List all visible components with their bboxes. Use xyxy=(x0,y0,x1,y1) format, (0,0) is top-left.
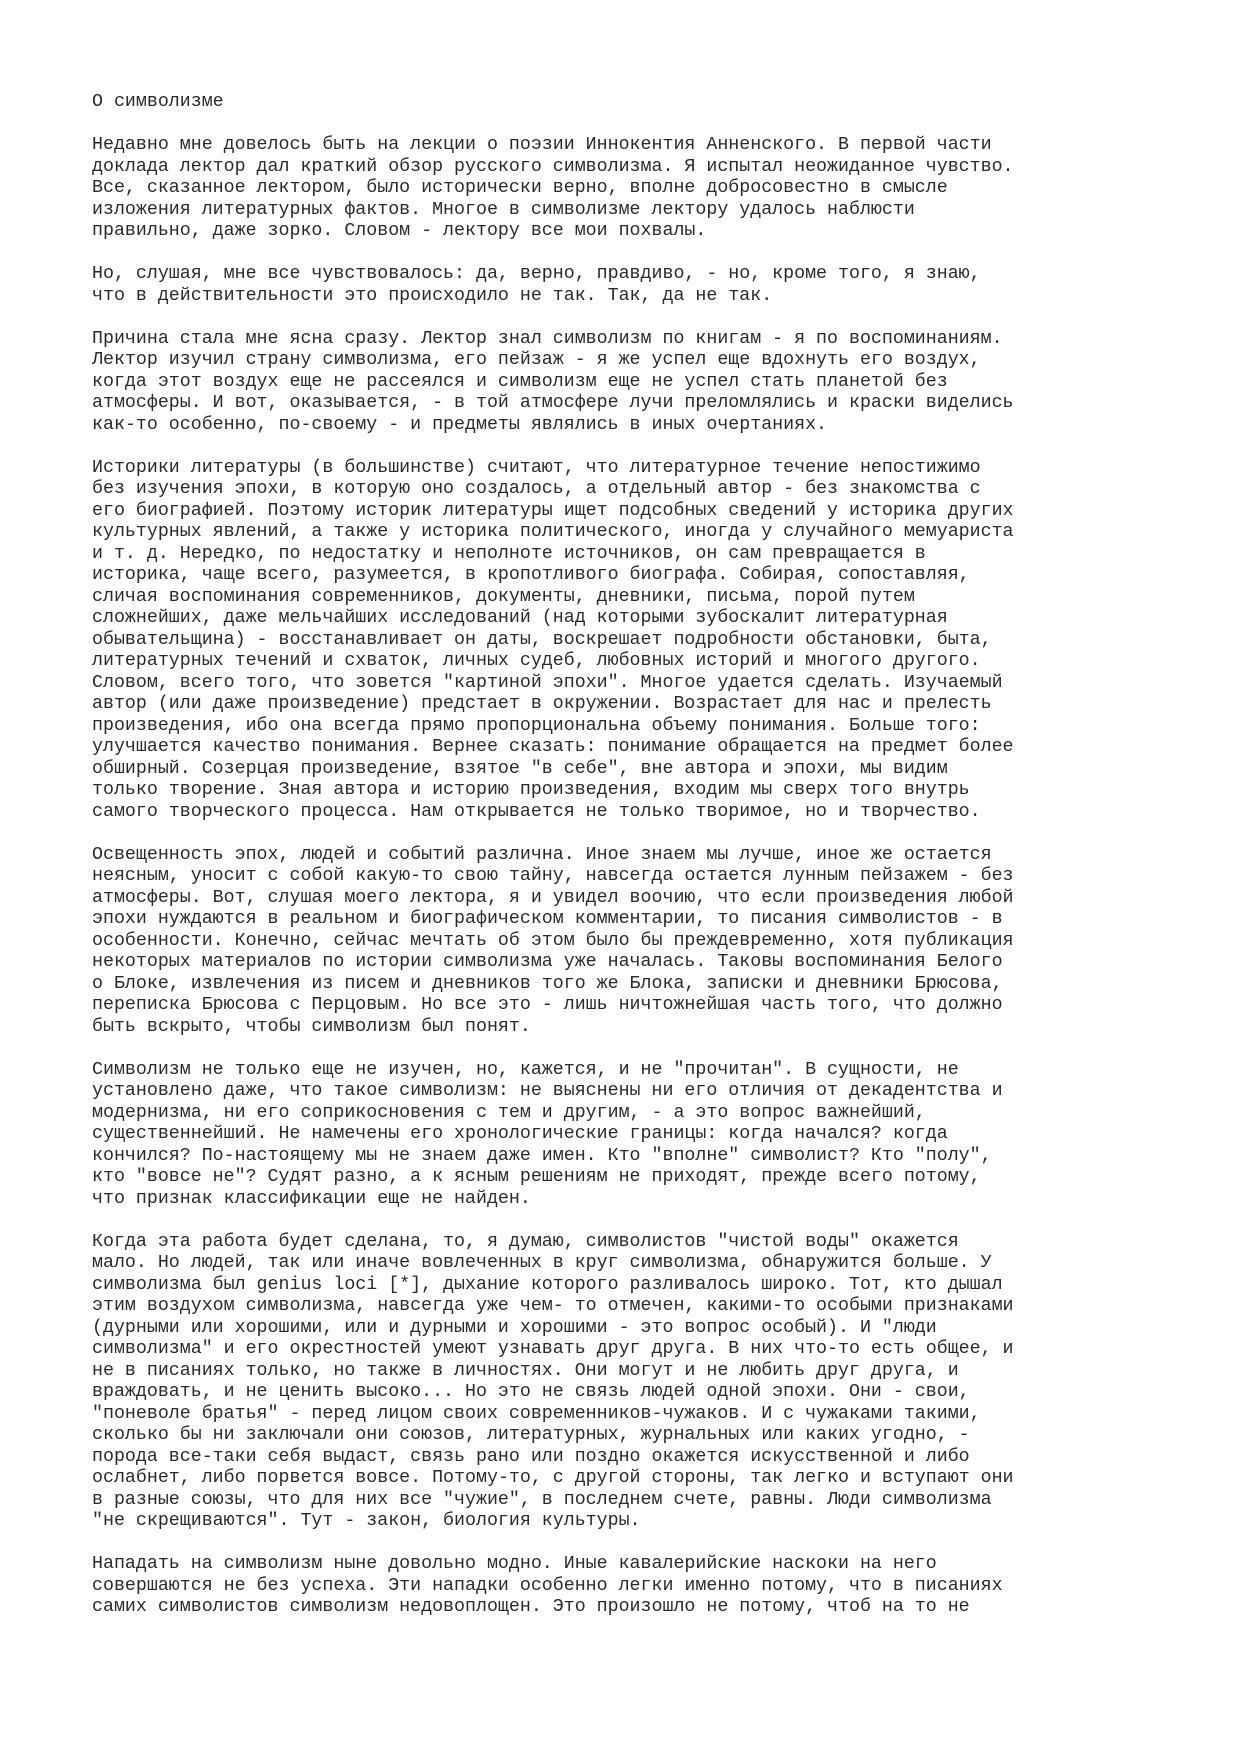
text-line: когда этот воздух еще не рассеялся и символизм еще не успел стать планетой без xyxy=(92,371,948,392)
text-line: Все, сказанное лектором, было исторически верно, вполне добросовестно в смысле xyxy=(92,178,948,198)
text-line: Словом, всего того, что зовется "картиной эпохи". Многое удается сделать. Изучаемый xyxy=(92,672,1003,693)
text-line: неясным, уносит с собой какую-то свою тайну, навсегда остается лунным пейзажем - без xyxy=(92,866,1014,886)
text-line: обывательщина) - восстанавливает он даты, воскрешает подробности обстановки, быта, xyxy=(92,629,992,650)
document-title: О символизме xyxy=(92,92,224,112)
text-line: о Блоке, извлечения из писем и дневников того же Блока, записки и дневники Брюсова, xyxy=(92,973,1003,994)
text-line: кончился? По-настоящему мы не знаем даже имен. Кто "вполне" символист? Кто "полу", xyxy=(92,1145,992,1166)
text-line: "не скрещиваются". Тут - закон, биология культуры. xyxy=(92,1511,641,1531)
text-line: сколько бы ни заключали они союзов, литературных, журнальных или каких угодно, - xyxy=(92,1425,970,1445)
text-line: без изучения эпохи, в которую оно создалось, а отдельный автор - без знакомства с xyxy=(92,479,981,499)
text-line: кто "вовсе не"? Судят разно, а к ясным решениям не приходят, прежде всего потому, xyxy=(92,1167,981,1187)
text-line: символизма" и его окрестностей умеют узнавать друг друга. В них что-то есть общее, и xyxy=(92,1339,1014,1359)
text-line: некоторых материалов по истории символизма уже началась. Таковы воспоминания Белого xyxy=(92,952,1003,972)
text-line: сложнейших, даже мельчайших исследований (над которыми зубоскалит литературная xyxy=(92,608,948,628)
text-line: Причина стала мне ясна сразу. Лектор знал символизм по книгам - я по воспоминаниям. xyxy=(92,328,1003,349)
text-line: Освещенность эпох, людей и событий различна. Иное знаем мы лучше, иное же остается xyxy=(92,844,992,865)
text-line: правильно, даже зорко. Словом - лектору все мои похвалы. xyxy=(92,221,707,241)
text-line: особенности. Конечно, сейчас мечтать об этом было бы преждевременно, хотя публикация xyxy=(92,930,1014,951)
text-line: сличая воспоминания современников, документы, дневники, письма, порой путем xyxy=(92,586,915,607)
text-line: улучшается качество понимания. Вернее сказать: понимание обращается на предмет более xyxy=(92,737,1014,757)
text-line: атмосферы. И вот, оказывается, - в той атмосфере лучи преломлялись и краски виделись xyxy=(92,393,1014,413)
text-line: только творение. Зная автора и историю произведения, входим мы сверх того внутрь xyxy=(92,780,970,800)
text-line: обширный. Созерцая произведение, взятое "в себе", вне автора и эпохи, мы видим xyxy=(92,758,948,779)
paragraph xyxy=(92,135,1172,243)
text-line: порода все-таки себя выдаст, связь рано или поздно окажется искусственной и либо xyxy=(92,1446,970,1467)
text-line: ослабнет, либо порвется вовсе. Потому-то, с другой стороны, так легко и вступают они xyxy=(92,1468,1014,1488)
document-page xyxy=(92,92,1172,1640)
text-line: как-то особенно, по-своему - и предметы являлись в иных очертаниях. xyxy=(92,414,828,435)
text-line: не в писаниях только, но также в личностях. Они могут и не любить друг друга, и xyxy=(92,1360,959,1381)
text-line: доклада лектор дал краткий обзор русского символизма. Я испытал неожиданное чувство. xyxy=(92,156,1014,177)
text-line: произведения, ибо она всегда прямо пропорциональна объему понимания. Больше того: xyxy=(92,715,981,736)
text-line: его биографией. Поэтому историк литературы ищет подсобных сведений у историка других xyxy=(92,500,1014,521)
text-line: переписка Брюсова с Перцовым. Но все это - лишь ничтожнейшая часть того, что должно xyxy=(92,995,1003,1015)
document-body xyxy=(92,135,1172,1619)
text-line: атмосферы. Вот, слушая моего лектора, я и увидел воочию, что если произведения любой xyxy=(92,887,1014,908)
text-line: "поневоле братья" - перед лицом своих современников-чужаков. И с чужаками такими, xyxy=(92,1403,981,1424)
text-line: установлено даже, что такое символизм: не выяснены ни его отличия от декадентства и xyxy=(92,1081,1003,1101)
text-line: Лектор изучил страну символизма, его пейзаж - я же успел еще вдохнуть его воздух, xyxy=(92,350,981,370)
text-line: что в действительности это происходило не так. Так, да не так. xyxy=(92,285,773,306)
text-line: мало. Но людей, так или иначе вовлеченных в круг символизма, обнаружится больше. У xyxy=(92,1253,992,1273)
text-line: автор (или даже произведение) предстает в окружении. Возрастает для нас и прелесть xyxy=(92,694,992,714)
text-line: совершаются не без успеха. Эти нападки особенно легки именно потому, что в писаниях xyxy=(92,1575,1003,1596)
text-line: Нападать на символизм ныне довольно модно. Иные кавалерийские наскоки на него xyxy=(92,1554,937,1574)
paragraph xyxy=(92,264,1172,307)
text-line: Но, слушая, мне все чувствовалось: да, верно, правдиво, - но, кроме того, я знаю, xyxy=(92,264,981,284)
text-line: литературных течений и схваток, личных судеб, любовных историй и многого другого. xyxy=(92,651,981,671)
text-line: Недавно мне довелось быть на лекции о поэзии Иннокентия Анненского. В первой части xyxy=(92,135,992,155)
paragraph xyxy=(92,845,1172,1039)
text-line: модернизма, ни его соприкосновения с тем и другим, - а это вопрос важнейший, xyxy=(92,1102,926,1123)
text-line: быть вскрыто, чтобы символизм был понят. xyxy=(92,1016,531,1037)
text-line: враждовать, и не ценить высоко... Но это не связь людей одной эпохи. Они - свои, xyxy=(92,1382,970,1402)
text-line: существеннейший. Не намечены его хронологические границы: когда начался? когда xyxy=(92,1124,948,1144)
text-line: и т. д. Нередко, по недостатку и неполноте источников, он сам превращается в xyxy=(92,543,926,564)
text-line: (дурными или хорошими, или и дурными и хорошими - это вопрос особый). И "люди xyxy=(92,1317,937,1338)
text-line: в разные союзы, что для них все "чужие", в последнем счете, равны. Люди символизма xyxy=(92,1489,992,1510)
paragraph xyxy=(92,458,1172,824)
text-line: изложения литературных фактов. Многое в символизме лектору удалось наблюсти xyxy=(92,199,915,220)
text-line: самих символистов символизм недовоплощен. Это произошло не потому, чтоб на то не xyxy=(92,1597,970,1617)
text-line: историка, чаще всего, разумеется, в кропотливого биографа. Собирая, сопоставляя, xyxy=(92,565,970,585)
text-line: культурных явлений, а также у историка политического, иногда у случайного мемуариста xyxy=(92,522,1014,542)
paragraph xyxy=(92,1060,1172,1211)
paragraph xyxy=(92,1232,1172,1533)
text-line: самого творческого процесса. Нам открывается не только творимое, но и творчество. xyxy=(92,801,981,822)
text-line: Когда эта работа будет сделана, то, я думаю, символистов "чистой воды" окажется xyxy=(92,1231,959,1252)
text-line: эпохи нуждаются в реальном и биографическом комментарии, то писания символистов - в xyxy=(92,909,1003,929)
paragraph xyxy=(92,1554,1172,1619)
text-line: Символизм не только еще не изучен, но, кажется, и не "прочитан". В сущности, не xyxy=(92,1059,959,1080)
text-line: что признак классификации еще не найден. xyxy=(92,1188,531,1209)
paragraph xyxy=(92,329,1172,437)
text-line: Историки литературы (в большинстве) считают, что литературное течение непостижимо xyxy=(92,457,981,478)
text-line: символизма был genius loci [*], дыхание которого разливалось широко. Тот, кто дышал xyxy=(92,1274,1003,1295)
text-line: этим воздухом символизма, навсегда уже чем- то отмечен, какими-то особыми признаками xyxy=(92,1296,1014,1316)
